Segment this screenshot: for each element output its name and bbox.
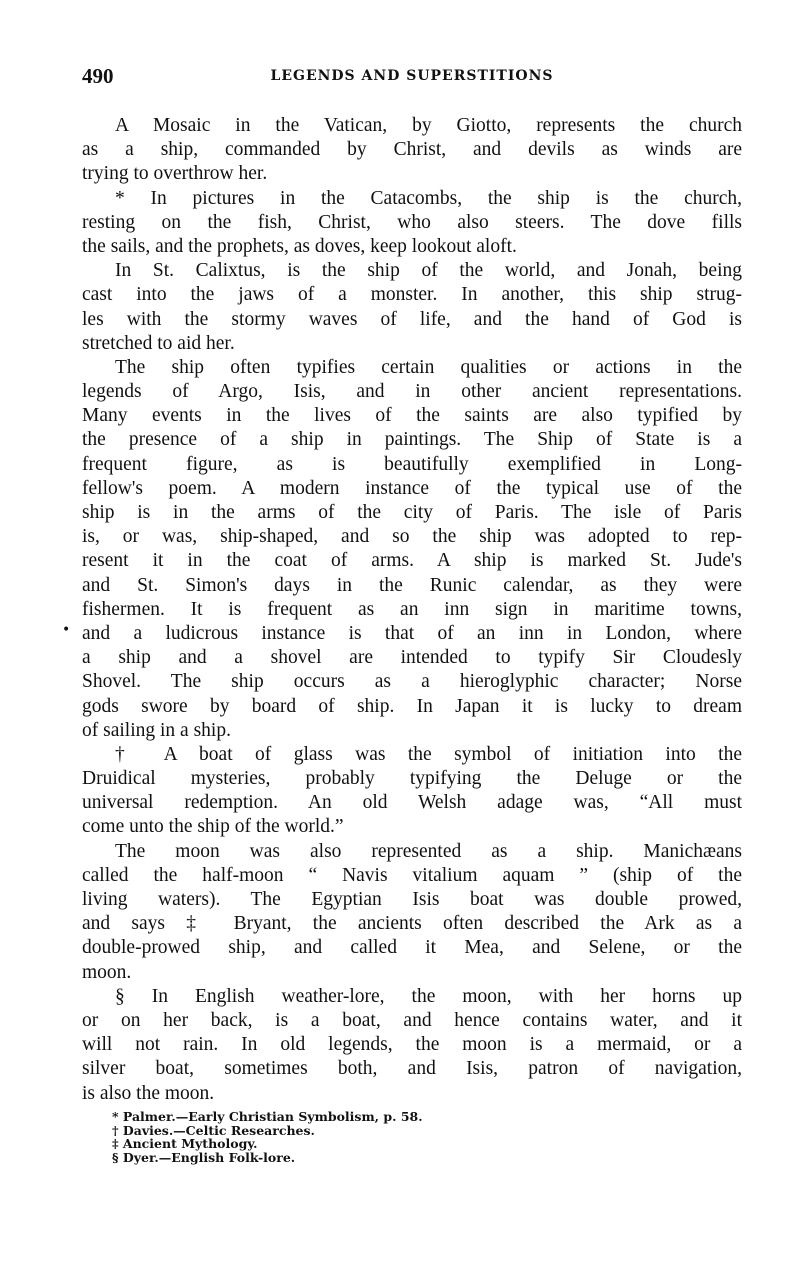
paragraph: [82, 356, 742, 743]
text-line: come unto the ship of the world.”: [82, 816, 344, 838]
text-line: the presence of a ship in paintings. The Ship of State is a: [82, 429, 742, 451]
page-number: 490: [82, 64, 114, 88]
paragraph: [82, 985, 742, 1106]
text-line: and St. Simon's days in the Runic calendar, as they were: [82, 574, 742, 596]
text-line: The ship often typifies certain qualities or actions in the: [115, 356, 742, 378]
text-line: as a ship, commanded by Christ, and devils as winds are: [82, 139, 742, 161]
text-line: fishermen. It is frequent as an inn sign in maritime towns,: [82, 598, 742, 620]
text-line: called the half-moon “ Navis vitalium aquam ” (ship of the: [82, 864, 742, 886]
text-line: the sails, and the prophets, as doves, keep lookout aloft.: [82, 235, 517, 257]
footnote: § Dyer.—English Folk-lore.: [112, 1149, 296, 1165]
text-line: fellow's poem. A modern instance of the typical use of the: [82, 477, 742, 499]
text-line: The moon was also represented as a ship. Manichæans: [115, 840, 742, 862]
text-line: moon.: [82, 961, 132, 983]
text-line: Shovel. The ship occurs as a hieroglyphic character; Norse: [82, 671, 742, 693]
margin-mark: •: [62, 622, 71, 638]
running-title: LEGENDS AND SUPERSTITIONS: [270, 68, 554, 84]
text-line: trying to overthrow her.: [82, 163, 268, 185]
text-line: Many events in the lives of the saints are also typified by: [82, 405, 742, 427]
text-line: A Mosaic in the Vatican, by Giotto, represents the church: [115, 115, 742, 136]
text-line: In St. Calixtus, is the ship of the world, and Jonah, being: [115, 260, 742, 282]
footnote: ‡ Ancient Mythology.: [112, 1136, 258, 1151]
text-line: universal redemption. An old Welsh adage was, “All must: [82, 792, 742, 814]
text-line: legends of Argo, Isis, and in other ancient representations.: [82, 381, 742, 403]
text-line: of sailing in a ship.: [82, 719, 231, 741]
text-line: * In pictures in the Catacombs, the ship is the church,: [115, 187, 742, 209]
footnote: † Davies.—Celtic Researches.: [112, 1122, 315, 1138]
footnotes: [112, 1110, 423, 1164]
text-line: resent it in the coat of arms. A ship is marked St. Jude's: [82, 550, 742, 572]
paragraph: [82, 259, 742, 356]
text-line: gods swore by board of ship. In Japan it is lucky to dream: [82, 695, 742, 717]
text-line: a ship and a shovel are intended to typify Sir Cloudesly: [82, 647, 742, 669]
text-line: or on her back, is a boat, and hence contains water, and it: [82, 1009, 742, 1031]
footnote: * Palmer.—Early Christian Symbolism, p. 58.: [112, 1109, 423, 1124]
text-line: Druidical mysteries, probably typifying the Deluge or the: [82, 768, 742, 790]
text-line: cast into the jaws of a monster. In another, this ship strug-: [82, 284, 742, 306]
text-line: frequent figure, as is beautifully exemplified in Long-: [82, 453, 742, 475]
text-line: † A boat of glass was the symbol of initiation into the: [115, 743, 742, 765]
text-line: double-prowed ship, and called it Mea, and Selene, or the: [82, 937, 742, 959]
text-line: silver boat, sometimes both, and Isis, patron of navigation,: [82, 1058, 742, 1080]
paragraph: [82, 743, 742, 840]
body-text: [82, 114, 742, 1106]
text-line: is, or was, ship-shaped, and so the ship was adopted to rep-: [82, 526, 742, 548]
page-header: [82, 62, 742, 92]
text-line: and a ludicrous instance is that of an inn in London, where: [82, 622, 742, 644]
paragraph: [82, 114, 742, 187]
text-line: ship is in the arms of the city of Paris. The isle of Paris: [82, 502, 742, 523]
text-line: § In English weather-lore, the moon, with her horns up: [115, 985, 742, 1007]
paragraph: [82, 187, 742, 260]
text-line: and says ‡ Bryant, the ancients often described the Ark as a: [82, 913, 742, 935]
text-line: stretched to aid her.: [82, 332, 235, 354]
paragraph: [82, 840, 742, 985]
text-line: les with the stormy waves of life, and the hand of God is: [82, 308, 742, 330]
text-line: living waters). The Egyptian Isis boat was double prowed,: [82, 889, 742, 910]
text-line: is also the moon.: [82, 1082, 215, 1104]
text-line: will not rain. In old legends, the moon is a mermaid, or a: [82, 1034, 742, 1056]
text-line: resting on the fish, Christ, who also steers. The dove fills: [82, 211, 742, 233]
